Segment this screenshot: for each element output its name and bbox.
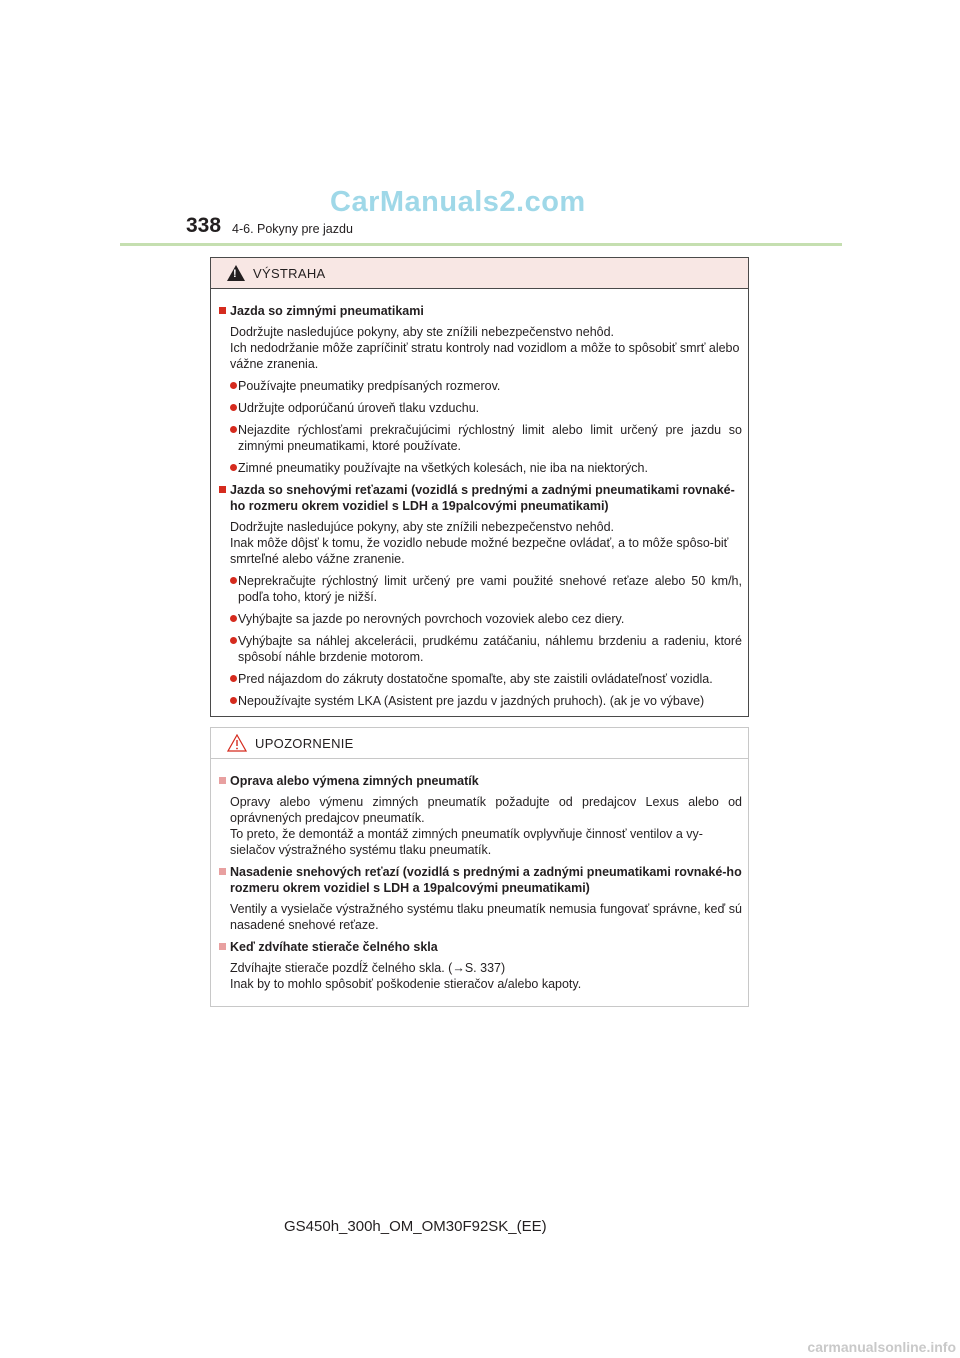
caution-paragraph: Ventily a vysielače výstražného systému tlaku pneumatík nemusia fungovať správne, keď sú nasadené snehové reťaze. — [230, 902, 742, 932]
warning-paragraph: Dodržujte nasledujúce pokyny, aby ste znížili nebezpečenstvo nehôd. — [230, 325, 615, 339]
caution-paragraph: To preto, že demontáž a montáž zimných pneumatík ovplyvňuje činnosť ventilov a vy-sielačov výstražného systému tlaku pneumatík. — [230, 827, 703, 857]
warning-bullet: Udržujte odporúčanú úroveň tlaku vzduchu. — [219, 400, 742, 416]
warning-box — [210, 257, 749, 717]
warning-paragraph: Inak môže dôjsť k tomu, že vozidlo nebude možné bezpečne ovládať, a to môže spôso-biť smrteľné alebo vážne zranenie. — [230, 536, 729, 566]
warning-bullet: Zimné pneumatiky používajte na všetkých kolesách, nie iba na niektorých. — [219, 460, 742, 476]
warning-paragraph: Dodržujte nasledujúce pokyny, aby ste znížili nebezpečenstvo nehôd. — [230, 520, 615, 534]
caution-header — [211, 728, 748, 759]
warning-paragraph: Ich nedodržanie môže zapríčiniť stratu kontroly nad vozidlom a môže to spôsobiť smrť alebo vážne zranenia. — [230, 341, 740, 371]
caution-heading-snow-chains: Nasadenie snehových reťazí (vozidlá s prednými a zadnými pneumatikami rovnaké-ho rozmeru okrem vozidiel s LDH a 19palcovými pneumatikami) — [219, 864, 742, 896]
section-title: 4-6. Pokyny pre jazdu — [232, 222, 353, 236]
caution-paragraph: Opravy alebo výmenu zimných pneumatík požadujte od predajcov Lexus alebo od oprávnených predajcov pneumatík. — [230, 795, 742, 825]
footer-model-code: GS450h_300h_OM_OM30F92SK_(EE) — [284, 1218, 547, 1235]
warning-body — [211, 289, 748, 709]
warning-header — [211, 258, 748, 289]
page-number: 338 — [186, 214, 222, 237]
watermark-bottom: carmanualsonline.info — [807, 1339, 956, 1355]
caution-body — [211, 759, 748, 992]
caution-paragraph: Inak by to mohlo spôsobiť poškodenie stieračov a/alebo kapoty. — [230, 977, 582, 991]
caution-title: UPOZORNENIE — [255, 735, 354, 751]
warning-bullet: Vyhýbajte sa jazde po nerovných povrchoch vozoviek alebo cez diery. — [219, 611, 742, 627]
watermark-logo-top: CarManuals2.com — [330, 186, 586, 218]
warning-heading-winter-tires: Jazda so zimnými pneumatikami — [219, 303, 742, 319]
caution-box — [210, 727, 749, 1007]
warning-title: VÝSTRAHA — [253, 265, 326, 281]
header-divider — [120, 243, 842, 246]
warning-bullet: Nejazdite rýchlosťami prekračujúcimi rýchlostný limit alebo limit určený pre jazdu so zimnými pneumatikami, ktoré používate. — [219, 422, 742, 454]
caution-triangle-icon — [227, 734, 247, 752]
warning-bullet: Používajte pneumatiky predpísaných rozmerov. — [219, 378, 742, 394]
warning-heading-snow-chains: Jazda so snehovými reťazami (vozidlá s prednými a zadnými pneumatikami rovnaké-ho rozmeru okrem vozidiel s LDH a 19palcovými pneumatikami) — [219, 482, 742, 514]
warning-bullet: Neprekračujte rýchlostný limit určený pre vami použité snehové reťaze alebo 50 km/h, podľa toho, ktorý je nižší. — [219, 573, 742, 605]
warning-bullet: Nepoužívajte systém LKA (Asistent pre jazdu v jazdných pruhoch). (ak je vo výbave) — [219, 693, 742, 709]
warning-bullet: Vyhýbajte sa náhlej akcelerácii, prudkému zatáčaniu, náhlemu brzdeniu a radeniu, ktoré spôsobí náhle brzdenie motorom. — [219, 633, 742, 665]
caution-heading-wipers: Keď zdvíhate stierače čelného skla — [219, 939, 742, 955]
caution-heading-tire-repair: Oprava alebo výmena zimných pneumatík — [219, 773, 742, 789]
warning-bullet: Pred nájazdom do zákruty dostatočne spomaľte, aby ste zaistili ovládateľnosť vozidla. — [219, 671, 742, 687]
warning-triangle-icon — [227, 265, 245, 281]
caution-paragraph: Zdvíhajte stierače pozdĺž čelného skla. (→S. 337) — [230, 961, 506, 975]
